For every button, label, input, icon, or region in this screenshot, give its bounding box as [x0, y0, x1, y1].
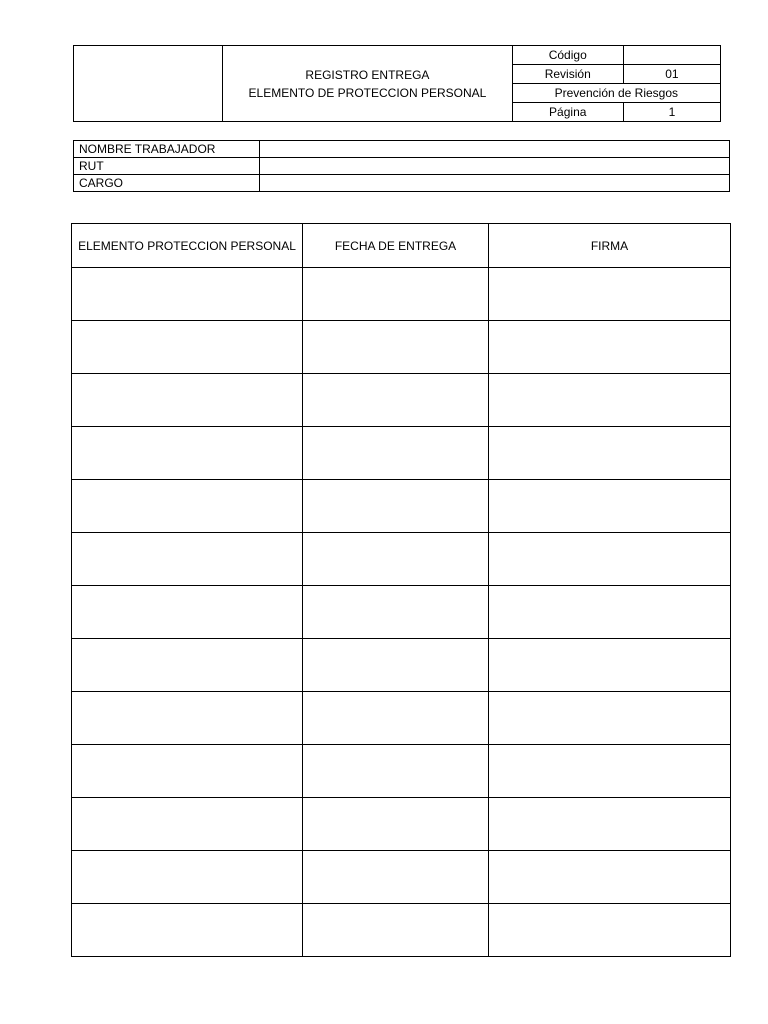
firma-cell[interactable]: [489, 851, 731, 904]
elemento-cell[interactable]: [72, 745, 303, 798]
firma-cell[interactable]: [489, 586, 731, 639]
area-label: Prevención de Riesgos: [512, 84, 720, 103]
table-row: [72, 745, 731, 798]
cargo-label: CARGO: [74, 175, 260, 192]
fecha-cell[interactable]: [303, 639, 489, 692]
title-line-1: REGISTRO ENTREGA: [305, 67, 430, 82]
elemento-cell[interactable]: [72, 798, 303, 851]
column-header-elemento: ELEMENTO PROTECCION PERSONAL: [72, 224, 303, 268]
worker-info: [73, 140, 730, 192]
elemento-cell[interactable]: [72, 427, 303, 480]
fecha-cell[interactable]: [303, 321, 489, 374]
fecha-cell[interactable]: [303, 586, 489, 639]
nombre-trabajador-label: NOMBRE TRABAJADOR: [74, 141, 260, 158]
revision-value: 01: [623, 65, 720, 84]
nombre-trabajador-field[interactable]: [260, 141, 730, 158]
fecha-cell[interactable]: [303, 480, 489, 533]
column-header-fecha: FECHA DE ENTREGA: [303, 224, 489, 268]
elemento-cell[interactable]: [72, 586, 303, 639]
title-line-2: ELEMENTO DE PROTECCION PERSONAL: [248, 85, 487, 100]
fecha-cell[interactable]: [303, 692, 489, 745]
table-row: [72, 480, 731, 533]
document-header: [73, 45, 721, 122]
table-row: [72, 692, 731, 745]
elemento-cell[interactable]: [72, 904, 303, 957]
elemento-cell[interactable]: [72, 480, 303, 533]
firma-cell[interactable]: [489, 480, 731, 533]
elemento-cell[interactable]: [72, 851, 303, 904]
table-row: [72, 798, 731, 851]
logo-area: [74, 46, 223, 122]
firma-cell[interactable]: [489, 692, 731, 745]
firma-cell[interactable]: [489, 533, 731, 586]
table-header-row: [72, 224, 731, 268]
firma-cell[interactable]: [489, 745, 731, 798]
table-row: [72, 639, 731, 692]
codigo-label: Código: [512, 46, 623, 65]
firma-cell[interactable]: [489, 639, 731, 692]
firma-cell[interactable]: [489, 904, 731, 957]
firma-cell[interactable]: [489, 321, 731, 374]
fecha-cell[interactable]: [303, 745, 489, 798]
table-row: [72, 533, 731, 586]
firma-cell[interactable]: [489, 374, 731, 427]
firma-cell[interactable]: [489, 798, 731, 851]
table-row: [72, 427, 731, 480]
rut-label: RUT: [74, 158, 260, 175]
column-header-firma: FIRMA: [489, 224, 731, 268]
table-row: [72, 904, 731, 957]
elemento-cell[interactable]: [72, 639, 303, 692]
revision-label: Revisión: [512, 65, 623, 84]
codigo-value: [623, 46, 720, 65]
document-title: [223, 46, 512, 122]
fecha-cell[interactable]: [303, 427, 489, 480]
fecha-cell[interactable]: [303, 268, 489, 321]
table-row: [72, 374, 731, 427]
table-row: [72, 268, 731, 321]
firma-cell[interactable]: [489, 427, 731, 480]
cargo-field[interactable]: [260, 175, 730, 192]
epp-register-table: [71, 223, 731, 957]
elemento-cell[interactable]: [72, 268, 303, 321]
elemento-cell[interactable]: [72, 374, 303, 427]
pagina-label: Página: [512, 103, 623, 122]
fecha-cell[interactable]: [303, 851, 489, 904]
fecha-cell[interactable]: [303, 374, 489, 427]
table-row: [72, 321, 731, 374]
firma-cell[interactable]: [489, 268, 731, 321]
table-row: [72, 586, 731, 639]
elemento-cell[interactable]: [72, 533, 303, 586]
elemento-cell[interactable]: [72, 321, 303, 374]
pagina-value: 1: [623, 103, 720, 122]
fecha-cell[interactable]: [303, 798, 489, 851]
fecha-cell[interactable]: [303, 904, 489, 957]
rut-field[interactable]: [260, 158, 730, 175]
elemento-cell[interactable]: [72, 692, 303, 745]
table-row: [72, 851, 731, 904]
fecha-cell[interactable]: [303, 533, 489, 586]
